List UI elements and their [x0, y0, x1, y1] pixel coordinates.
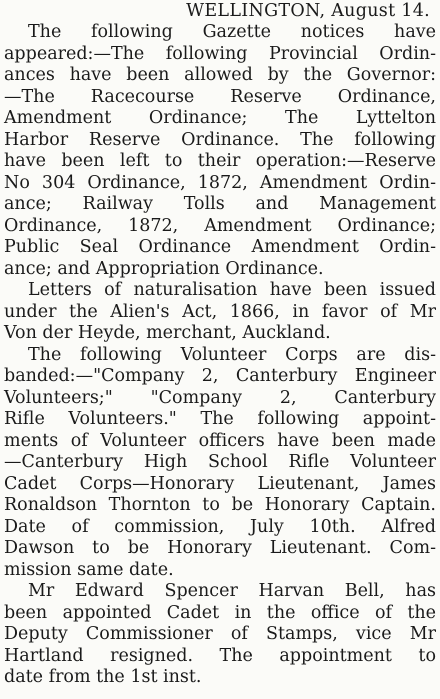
text-line: Letters of naturalisation have been issued — [28, 280, 436, 300]
text-line: under the Alien's Act, 1866, in favor of Mr — [4, 301, 436, 322]
text-line: Von der Heyde, merchant, Auckland. — [4, 323, 331, 343]
text-line: Cadet Corps—Honorary Lieutenant, James — [4, 473, 436, 494]
text-line: appeared:—The following Provincial Ordin- — [4, 43, 436, 64]
paragraph-stamps-appointment — [4, 581, 436, 689]
text-line: Amendment Ordinance; The Lyttelton — [4, 108, 436, 128]
text-line: —Canterbury High School Rifle Volunteer — [4, 452, 436, 472]
text-line: Harbor Reserve Ordinance. The following — [4, 129, 436, 150]
text-line: —The Racecourse Reserve Ordinance, — [4, 86, 436, 107]
text-line: The following Volunteer Corps are dis- — [28, 344, 436, 365]
text-line: Mr Edward Spencer Harvan Bell, has — [28, 581, 436, 601]
text-line: Deputy Commissioner of Stamps, vice Mr — [4, 624, 436, 644]
text-line: Hartland resigned. The appointment to — [4, 645, 436, 666]
text-line: ance; Railway Tolls and Management — [4, 194, 436, 214]
text-line: ances have been allowed by the Governor: — [4, 65, 436, 85]
paragraph-naturalisation — [4, 280, 436, 345]
text-line: mission same date. — [4, 559, 174, 580]
paragraph-volunteer-corps — [4, 345, 436, 582]
text-line: Volunteers;" "Company 2, Canterbury — [4, 387, 436, 408]
text-line: Public Seal Ordinance Amendment Ordin- — [4, 237, 436, 257]
text-line: The following Gazette notices have — [28, 22, 436, 42]
text-line: ments of Volunteer officers have been made — [4, 430, 436, 451]
text-line: No 304 Ordinance, 1872, Amendment Ordin- — [4, 172, 436, 193]
text-line: Ronaldson Thornton to be Honorary Captain. — [4, 495, 436, 515]
text-line: have been left to their operation:—Reserve — [4, 151, 436, 171]
text-line: banded:—"Company 2, Canterbury Engineer — [4, 366, 436, 386]
text-line: Dawson to be Honorary Lieutenant. Com- — [4, 538, 436, 558]
text-line: Date of commission, July 10th. Alfred — [4, 516, 436, 537]
text-line: Rifle Volunteers." The following appoint- — [4, 409, 436, 429]
dateline: WELLINGTON, August 14. — [186, 1, 430, 21]
text-line: date from the 1st inst. — [4, 667, 202, 687]
paragraph-gazette-notices — [4, 22, 436, 280]
text-line: Ordinance, 1872, Amendment Ordinance; — [4, 215, 436, 236]
text-line: ance; and Appropriation Ordinance. — [4, 258, 324, 279]
text-line: been appointed Cadet in the office of the — [4, 602, 436, 623]
